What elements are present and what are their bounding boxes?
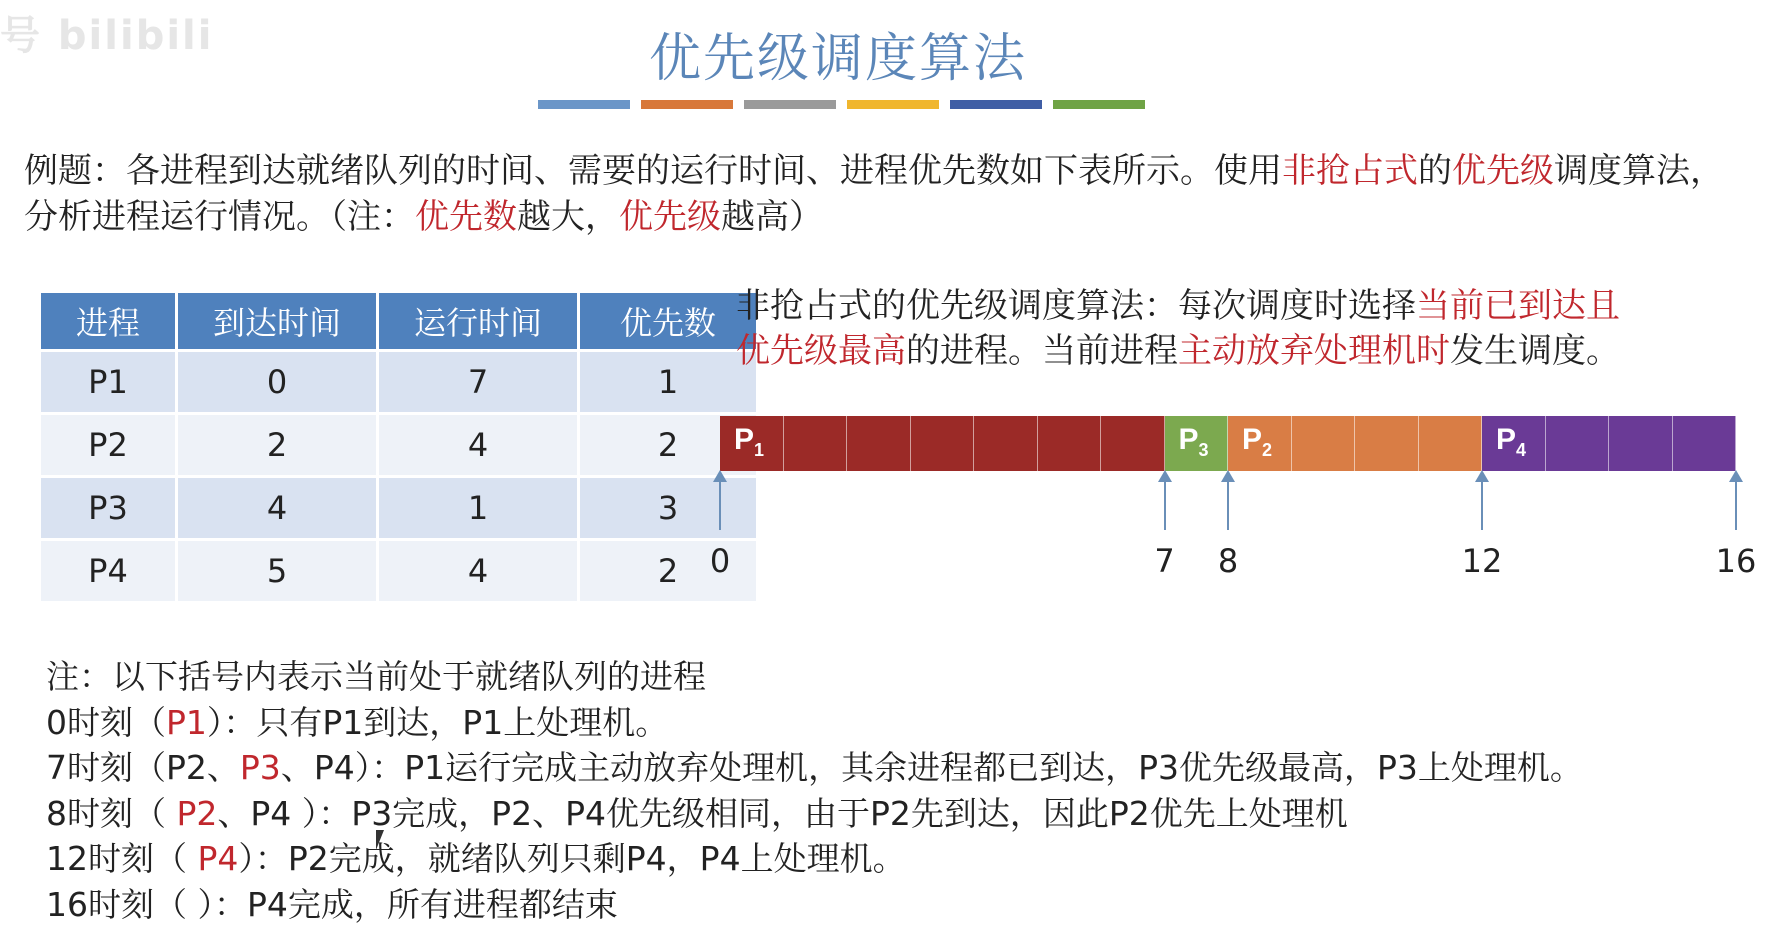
intro-text: 的 (1418, 151, 1452, 191)
intro-highlight: 优先级 (1452, 151, 1554, 191)
intro-highlight: 优先数 (415, 197, 517, 237)
gantt-cell (847, 416, 911, 471)
note-highlight: P1 (166, 702, 207, 742)
gantt-cell (1609, 416, 1673, 471)
table-row (41, 541, 756, 601)
gantt-cell (784, 416, 848, 471)
note-text: ）：P2完成，就绪队列只剩P4，P4上处理机。 (238, 839, 906, 878)
note-text: 、P4 ）：P3完成，P2、P4优先级相同，由于P2先到达，因此P2优先上处理机 (217, 793, 1348, 833)
note-text: 、P4）：P1运行完成主动放弃处理机，其余进程都已到达，P3优先级最高，P3上处理机。 (280, 748, 1583, 787)
column-header: 运行时间 (379, 293, 577, 349)
column-header: 优先数 (580, 293, 756, 349)
rule-text: 非抢占式的优先级调度算法：每次调度时选择 (736, 286, 1416, 326)
rule-highlight: 主动放弃处理机时 (1178, 331, 1450, 371)
intro-text: 调度算法，分析进程运行情况。（注： (24, 151, 1724, 237)
table-cell: P1 (41, 352, 175, 412)
table-cell: P4 (41, 541, 175, 601)
intro-highlight: 非抢占式 (1282, 151, 1418, 191)
gantt-cell (1482, 416, 1546, 471)
table-header-row (41, 293, 756, 349)
color-bar (950, 100, 1042, 109)
gantt-cell (1101, 416, 1165, 471)
note-line (46, 836, 1583, 882)
gantt-cell (1355, 416, 1419, 471)
column-header: 进程 (41, 293, 175, 349)
table-cell: 4 (178, 478, 376, 538)
note-line (46, 745, 1583, 791)
table-cell: 5 (178, 541, 376, 601)
color-bar (1053, 100, 1145, 109)
watermark: 号 bilibili (0, 13, 214, 59)
time-tick-label: 8 (1217, 542, 1239, 580)
table-cell: 3 (580, 478, 756, 538)
note-highlight: P4 (197, 839, 239, 878)
note-text: 12时刻（ (46, 839, 198, 878)
time-tick-label: 16 (1715, 542, 1757, 580)
column-header: 到达时间 (178, 293, 376, 349)
rule-text: 发生调度。 (1450, 331, 1620, 371)
note-line (46, 791, 1583, 837)
rule-text: 的进程。当前进程 (906, 331, 1178, 371)
gantt-cell (911, 416, 975, 471)
note-line: 16时刻（ ）：P4完成，所有进程都结束 (46, 884, 618, 924)
time-tick-label: 0 (709, 542, 731, 580)
gantt-cell (1546, 416, 1610, 471)
time-tick-label: 7 (1154, 542, 1175, 580)
table-cell: 4 (379, 415, 577, 475)
table-cell: P2 (41, 415, 175, 475)
table-cell: 1 (580, 352, 756, 412)
time-arrow-icon (1164, 478, 1166, 530)
process-label: $P_2$ (1242, 423, 1273, 460)
color-bar (847, 100, 939, 109)
color-bar (538, 100, 630, 109)
rule-highlight: 当前已到达且 (1416, 286, 1620, 326)
process-table (38, 290, 759, 604)
color-bar (744, 100, 836, 109)
note-text: 0时刻（ (46, 702, 166, 742)
table-cell: 7 (379, 352, 577, 412)
gantt-cell (974, 416, 1038, 471)
time-arrow-icon (719, 478, 721, 530)
time-arrow-icon (1735, 478, 1737, 530)
intro-highlight: 优先级 (619, 197, 721, 237)
table-cell: P3 (41, 478, 175, 538)
table-cell: 1 (379, 478, 577, 538)
table-cell: 4 (379, 541, 577, 601)
table-cell: 2 (580, 415, 756, 475)
time-tick-label: 12 (1461, 542, 1503, 580)
time-arrow-icon (1227, 478, 1229, 530)
gantt-cell (1038, 416, 1102, 471)
gantt-cell (720, 416, 784, 471)
intro-text: 越大， (517, 197, 619, 237)
problem-statement (24, 148, 1724, 240)
table-cell: 2 (580, 541, 756, 601)
process-label: $P_1$ (734, 423, 765, 460)
note-highlight: P3 (239, 748, 281, 787)
color-bar (641, 100, 733, 109)
gantt-cell (1228, 416, 1292, 471)
gantt-cell (1292, 416, 1356, 471)
algorithm-rule (736, 284, 1756, 374)
timeline-notes (46, 654, 1583, 927)
table-cell: 2 (178, 415, 376, 475)
table-row (41, 478, 756, 538)
table-cell: 0 (178, 352, 376, 412)
table-row (41, 352, 756, 412)
mouse-cursor-icon (376, 830, 384, 850)
intro-text: 例题：各进程到达就绪队列的时间、需要的运行时间、进程优先数如下表所示。使用 (24, 151, 1282, 191)
gantt-cell (1419, 416, 1483, 471)
gantt-cell (1165, 416, 1229, 471)
notes-heading: 注：以下括号内表示当前处于就绪队列的进程 (46, 657, 706, 696)
intro-text: 越高） (721, 197, 823, 237)
note-line (46, 700, 1583, 746)
rule-highlight: 优先级最高 (736, 331, 906, 371)
time-arrow-icon (1481, 478, 1483, 530)
process-label: $P_4$ (1496, 423, 1527, 460)
table-row (41, 415, 756, 475)
process-label: $P_3$ (1178, 423, 1209, 460)
slide-title: 优先级调度算法 (648, 29, 1027, 89)
note-text: 7时刻（P2、 (46, 748, 240, 787)
gantt-cell (1673, 416, 1737, 471)
note-highlight: P2 (176, 793, 218, 833)
title-color-bars (538, 100, 1145, 110)
note-text: 8时刻（ (46, 793, 177, 833)
note-text: ）：只有P1到达，P1上处理机。 (206, 702, 669, 742)
